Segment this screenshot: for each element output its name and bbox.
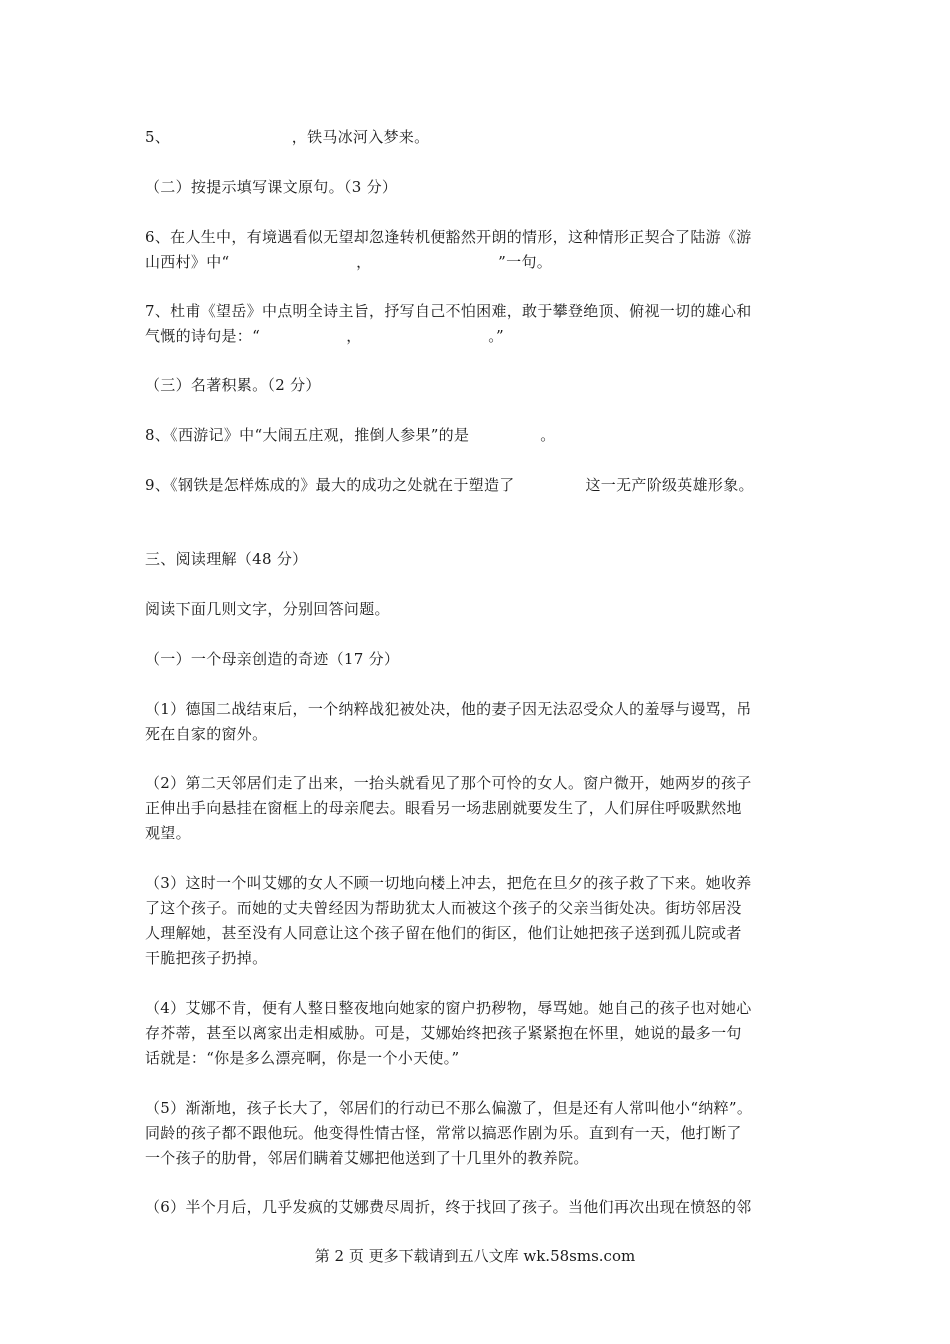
- section-3-heading: （三）名著积累。（2 分）: [145, 376, 321, 394]
- paragraph-2-line-1: （2）第二天邻居们走了出来，一抬头就看见了那个可怜的女人。窗户微开，她两岁的孩子: [145, 774, 752, 792]
- paragraph-2-line-2: 正伸出手向悬挂在窗框上的母亲爬去。眼看另一场悲剧就要发生了，人们屏住呼吸默然地: [145, 799, 742, 817]
- paragraph-3-line-1: （3）这时一个叫艾娜的女人不顾一切地向楼上冲去，把危在旦夕的孩子救了下来。她收养: [145, 874, 752, 892]
- paragraph-3-line-4: 干脆把孩子扔掉。: [145, 949, 268, 967]
- paragraph-5-line-2: 同龄的孩子都不跟他玩。他变得性情古怪，常常以搞恶作剧为乐。直到有一天，他打断了: [145, 1124, 742, 1142]
- question-6-line-1: 6、在人生中，有境遇看似无望却忽逢转机便豁然开朗的情形，这种情形正契合了陆游《游: [145, 228, 752, 246]
- paragraph-4-line-1: （4）艾娜不肯，便有人整日整夜地向她家的窗户扔秽物，辱骂她。她自己的孩子也对她心: [145, 999, 752, 1017]
- page-footer: 第 2 页 更多下载请到五八文库 wk.58sms.com: [314, 1247, 636, 1265]
- question-9: 9、《钢铁是怎样炼成的》最大的成功之处就在于塑造了 这一无产阶级英雄形象。: [145, 476, 754, 494]
- question-8: 8、《西游记》中“大闹五庄观，推倒人参果”的是 。: [145, 426, 556, 444]
- paragraph-5-line-3: 一个孩子的肋骨，邻居们瞒着艾娜把他送到了十几里外的教养院。: [145, 1149, 589, 1167]
- paragraph-3-line-3: 人理解她，甚至没有人同意让这个孩子留在他们的街区，他们让她把孩子送到孤儿院或者: [145, 924, 742, 942]
- reading-instructions: 阅读下面几则文字，分别回答问题。: [145, 600, 390, 618]
- question-7-line-1: 7、杜甫《望岳》中点明全诗主旨，抒写自己不怕困难，敢于攀登绝顶、俯视一切的雄心和: [145, 302, 752, 320]
- question-6-line-2: 山西村》中“ ， ”一句。: [145, 253, 553, 271]
- question-7-line-2: 气慨的诗句是：“ ， 。”: [145, 327, 504, 345]
- part-3-heading: 三、阅读理解（48 分）: [145, 550, 308, 568]
- paragraph-2-line-3: 观望。: [145, 824, 191, 842]
- paragraph-4-line-2: 存芥蒂，甚至以离家出走相威胁。可是，艾娜始终把孩子紧紧抱在怀里，她说的最多一句: [145, 1024, 742, 1042]
- section-2-heading: （二）按提示填写课文原句。（3 分）: [145, 178, 398, 196]
- passage-title: （一）一个母亲创造的奇迹（17 分）: [145, 650, 400, 668]
- paragraph-1-line-1: （1）德国二战结束后，一个纳粹战犯被处决，他的妻子因无法忍受众人的羞辱与谩骂，吊: [145, 700, 752, 718]
- paragraph-6-line-1: （6）半个月后，几乎发疯的艾娜费尽周折，终于找回了孩子。当他们再次出现在愤怒的邻: [145, 1198, 752, 1216]
- paragraph-4-line-3: 话就是：“你是多么漂亮啊，你是一个小天使。”: [145, 1049, 460, 1067]
- paragraph-1-line-2: 死在自家的窗外。: [145, 725, 268, 743]
- paragraph-3-line-2: 了这个孩子。而她的丈夫曾经因为帮助犹太人而被这个孩子的父亲当街处决。街坊邻居没: [145, 899, 742, 917]
- paragraph-5-line-1: （5）渐渐地，孩子长大了，邻居们的行动已不那么偏激了，但是还有人常叫他小“纳粹”。: [145, 1099, 753, 1117]
- question-5: 5、 ，铁马冰河入梦来。: [145, 128, 430, 146]
